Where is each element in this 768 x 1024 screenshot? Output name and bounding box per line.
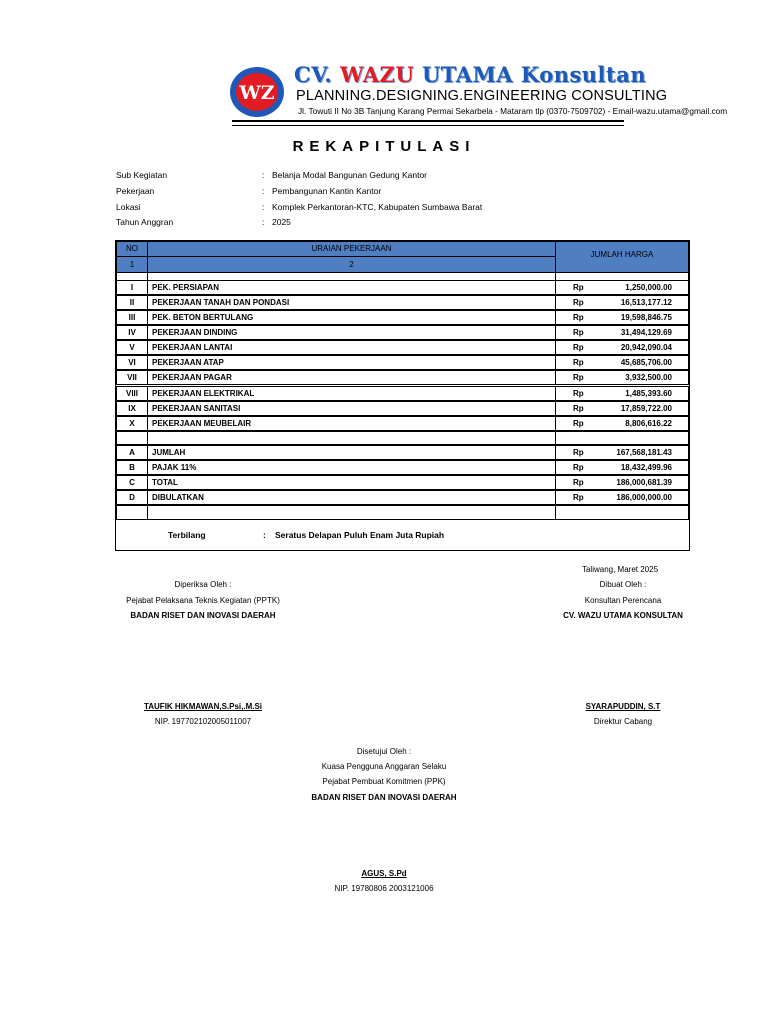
terbilang-colon: : xyxy=(263,530,266,540)
summary-amount: Rp 18,432,499.96 xyxy=(555,460,689,475)
row-amount: Rp 16,513,177.12 xyxy=(555,295,689,310)
right-sign-position: Konsultan Perencana xyxy=(584,596,662,605)
row-amount: Rp 45,685,706.00 xyxy=(555,355,689,370)
logo-text: WZ xyxy=(239,82,275,104)
row-description: PEKERJAAN ATAP xyxy=(147,355,556,370)
blank-cell xyxy=(147,505,556,520)
summary-description: DIBULATKAN xyxy=(147,490,556,505)
row-number: VII xyxy=(116,370,148,385)
company-address: Jl. Towuti II No 3B Tanjung Karang Permai Sekarbela - Mataram tlp (0370-7509702) - Email-wazu.utama@gmail.com xyxy=(298,106,728,116)
terbilang-value: Seratus Delapan Puluh Enam Juta Rupiah xyxy=(275,530,445,540)
blank-cell xyxy=(555,505,689,520)
row-description: PEKERJAAN TANAH DAN PONDASI xyxy=(147,295,556,310)
terbilang-label: Terbilang xyxy=(168,530,206,540)
summary-number: A xyxy=(116,445,148,460)
row-description: PEK. PERSIAPAN xyxy=(147,280,556,295)
row-amount: Rp 31,494,129.69 xyxy=(555,325,689,340)
row-number: IX xyxy=(116,401,148,416)
row-number: VI xyxy=(116,355,148,370)
left-sign-org: BADAN RISET DAN INOVASI DAERAH xyxy=(130,611,276,620)
letterhead-divider xyxy=(232,120,624,126)
center-sign-line1: Kuasa Pengguna Anggaran Selaku xyxy=(321,762,447,771)
row-number: V xyxy=(116,340,148,355)
right-sign-role: Dibuat Oleh : xyxy=(599,580,647,589)
summary-number: D xyxy=(116,490,148,505)
row-description: PEKERJAAN PAGAR xyxy=(147,370,556,385)
header-description: URAIAN PEKERJAAN xyxy=(147,241,556,257)
row-amount: Rp 3,932,500.00 xyxy=(555,370,689,385)
left-sign-role: Diperiksa Oleh : xyxy=(174,580,232,589)
row-description: PEKERJAAN LANTAI xyxy=(147,340,556,355)
header-number-2: 2 xyxy=(147,256,556,273)
row-description: PEKERJAAN ELEKTRIKAL xyxy=(147,386,556,401)
row-amount: Rp 20,942,090.04 xyxy=(555,340,689,355)
header-amount: JUMLAH HARGA xyxy=(555,241,689,273)
company-tagline: PLANNING.DESIGNING.ENGINEERING CONSULTING xyxy=(296,88,668,104)
summary-amount: Rp 167,568,181.43 xyxy=(555,445,689,460)
header-number-1: 1 xyxy=(116,256,148,273)
center-sign-role: Disetujui Oleh : xyxy=(356,747,412,756)
center-sign-org: BADAN RISET DAN INOVASI DAERAH xyxy=(311,793,457,802)
center-sign-nip: NIP. 19780806 2003121006 xyxy=(334,884,434,893)
summary-description: PAJAK 11% xyxy=(147,460,556,475)
header-no: NO xyxy=(116,241,148,257)
row-number: III xyxy=(116,310,148,325)
row-amount: Rp 17,859,722.00 xyxy=(555,401,689,416)
right-sign-title: Direktur Cabang xyxy=(593,717,653,726)
left-sign-position: Pejabat Pelaksana Teknis Kegiatan (PPTK) xyxy=(126,596,280,605)
summary-description: JUMLAH xyxy=(147,445,556,460)
row-amount: Rp 1,250,000.00 xyxy=(555,280,689,295)
row-description: PEKERJAAN SANITASI xyxy=(147,401,556,416)
summary-number: C xyxy=(116,475,148,490)
summary-number: B xyxy=(116,460,148,475)
row-amount: Rp 1,485,393.60 xyxy=(555,386,689,401)
right-sign-name: SYARAPUDDIN, S.T xyxy=(585,702,661,711)
row-number: IV xyxy=(116,325,148,340)
summary-description: TOTAL xyxy=(147,475,556,490)
left-sign-name: TAUFIK HIKMAWAN,S.Psi,.M.Si xyxy=(143,702,263,711)
center-sign-line2: Pejabat Pembuat Komitmen (PPK) xyxy=(322,777,446,786)
row-description: PEK. BETON BERTULANG xyxy=(147,310,556,325)
document-title: REKAPITULASI xyxy=(292,138,476,155)
left-sign-nip: NIP. 197702102005011007 xyxy=(154,717,252,726)
company-name: CV. WAZU UTAMA Konsultan xyxy=(294,62,647,87)
letterhead xyxy=(228,60,728,124)
row-number: I xyxy=(116,280,148,295)
right-sign-org: CV. WAZU UTAMA KONSULTAN xyxy=(563,611,683,620)
place-date: Taliwang, Maret 2025 xyxy=(581,565,659,574)
center-sign-name: AGUS, S.Pd xyxy=(361,869,407,878)
company-logo-icon xyxy=(228,64,286,120)
summary-amount: Rp 186,000,681.39 xyxy=(555,475,689,490)
row-description: PEKERJAAN DINDING xyxy=(147,325,556,340)
summary-amount: Rp 186,000,000.00 xyxy=(555,490,689,505)
row-amount: Rp 19,598,846.75 xyxy=(555,310,689,325)
row-number: II xyxy=(116,295,148,310)
blank-cell xyxy=(116,505,148,520)
row-description: PEKERJAAN MEUBELAIR xyxy=(147,416,556,431)
row-amount: Rp 8,806,616.22 xyxy=(555,416,689,431)
row-number: X xyxy=(116,416,148,431)
row-number: VIII xyxy=(116,386,148,401)
